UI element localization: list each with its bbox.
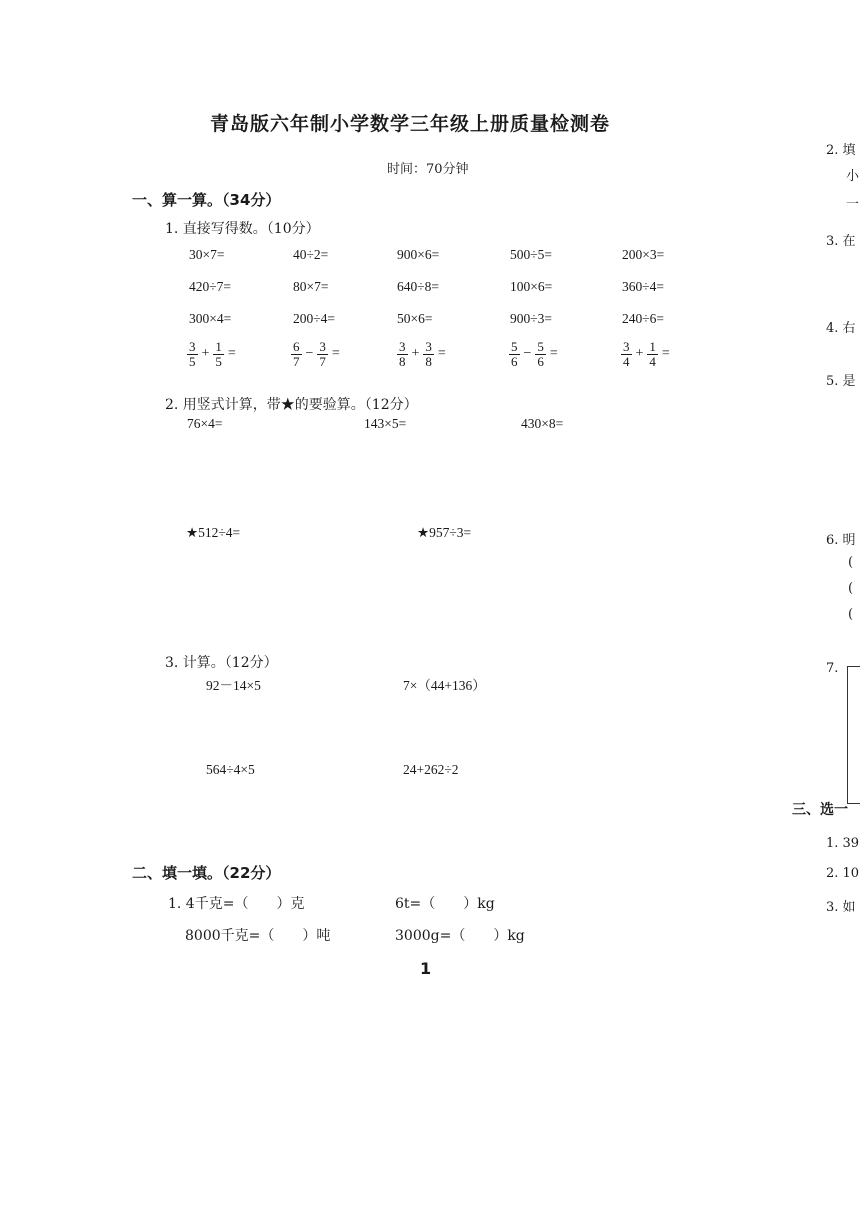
mental-math-item: 80×7= [293,279,329,294]
mental-math-item: 200÷4= [293,311,336,326]
mental-math-item: 420÷7= [189,279,232,294]
mental-math-item: 200×3= [622,247,665,262]
operator: − [305,346,314,362]
page-number: 1 [420,959,432,978]
fill-blank-item: 8000千克=（ ）吨 [185,928,331,944]
mental-math-item: 30×7= [189,247,225,262]
grid-figure [847,666,860,804]
fraction-item [621,340,674,368]
fraction: $\frac{1}{4}$ [649,339,656,369]
calc-item: 92－14×5 [206,678,261,693]
vertical-calc-check-item: ★957÷3= [417,525,472,540]
fraction: $\frac{3}{5}$ [189,339,196,369]
mental-math-item: 500÷5= [510,247,553,262]
question-1-3-label: 3. 计算。（12分） [165,655,278,671]
fraction-item [187,340,240,368]
vertical-calc-item: 430×8= [521,416,564,431]
adjacent-item: 7. [826,661,839,676]
adjacent-item: 一 [846,197,860,212]
fill-blank-item: 1. 4千克=（ ）克 [168,896,305,912]
fill-blank-item: 6t=（ ）kg [395,896,495,912]
vertical-calc-item: 76×4= [187,416,223,431]
equals: = [437,346,446,362]
fraction: $\frac{3}{7}$ [319,339,326,369]
operator: + [635,346,644,362]
adjacent-item: ( [848,607,854,622]
fraction-item [291,340,344,368]
fraction: $\frac{3}{4}$ [623,339,630,369]
equals: = [549,346,558,362]
adjacent-item: 4. 右 [826,321,856,336]
mental-math-item: 40÷2= [293,247,329,262]
adjacent-item: ( [848,581,854,596]
operator: + [201,346,210,362]
mental-math-item: 300×4= [189,311,232,326]
fraction-item [397,340,450,368]
vertical-calc-item: 143×5= [364,416,407,431]
fraction: $\frac{3}{8}$ [425,339,432,369]
adjacent-item: 5. 是 [826,374,856,389]
operator: − [523,346,532,362]
fill-blank-item: 3000g=（ ）kg [395,928,525,944]
mental-math-item: 360÷4= [622,279,665,294]
fraction-item [509,340,562,368]
mental-math-item: 50×6= [397,311,433,326]
adjacent-item: 3. 如 [826,900,856,915]
adjacent-item: 1. 39 [826,836,860,851]
adjacent-item: ( [848,555,854,570]
equals: = [331,346,340,362]
calc-item: 564÷4×5 [206,762,255,777]
mental-math-item: 100×6= [510,279,553,294]
adjacent-item: 2. 10 [826,866,860,881]
mental-math-item: 640÷8= [397,279,440,294]
section-1-heading: 一、算一算。（34分） [132,191,281,209]
exam-time: 时间：70分钟 [387,162,469,177]
fraction: $\frac{1}{5}$ [215,339,222,369]
section-3-heading: 三、选一 [792,802,848,818]
calc-item: 24+262÷2 [403,762,459,777]
adjacent-item: 3. 在 [826,234,856,249]
adjacent-item: 2. 填 [826,143,856,158]
equals: = [227,346,236,362]
fraction: $\frac{5}{6}$ [537,339,544,369]
mental-math-item: 900÷3= [510,311,553,326]
operator: + [411,346,420,362]
question-1-2-label: 2. 用竖式计算，带★的要验算。（12分） [165,397,418,413]
section-2-heading: 二、填一填。（22分） [132,864,281,882]
vertical-calc-check-item: ★512÷4= [186,525,241,540]
fraction: $\frac{6}{7}$ [293,339,300,369]
page-title: 青岛版六年制小学数学三年级上册质量检测卷 [210,113,611,135]
adjacent-item: 小 [846,169,860,184]
mental-math-item: 900×6= [397,247,440,262]
calc-item: 7×（44+136） [403,678,486,693]
adjacent-item: 6. 明 [826,533,856,548]
question-1-1-label: 1. 直接写得数。（10分） [165,221,320,237]
fraction: $\frac{5}{6}$ [511,339,518,369]
mental-math-item: 240÷6= [622,311,665,326]
equals: = [661,346,670,362]
fraction: $\frac{3}{8}$ [399,339,406,369]
